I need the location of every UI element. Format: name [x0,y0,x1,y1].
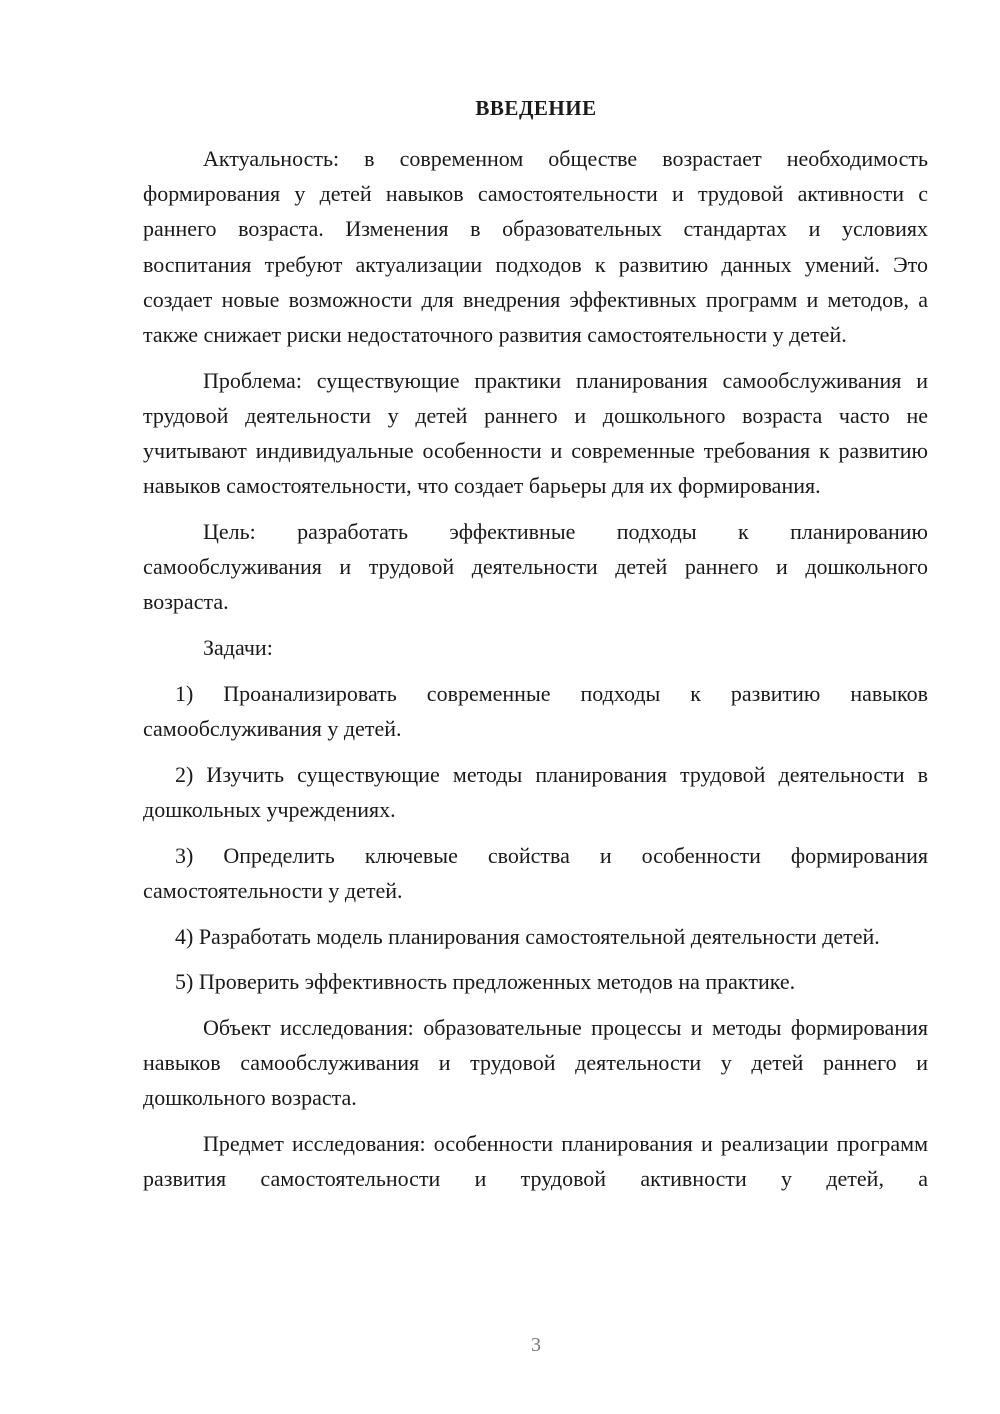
paragraph-problem: Проблема: существующие практики планирования самообслуживания и трудовой деятельности у детей раннего и дошкольного возраста часто не учитывают индивидуальные особенности и современные требования к развитию навыков самостоятельности, что создает барьеры для их формирования. [143,367,928,499]
page-title: ВВЕДЕНИЕ [475,96,597,120]
task-item-5: 5) Проверить эффективность предложенных методов на практике. [175,969,796,995]
tasks-heading: Задачи: [203,635,273,661]
task-item-3: 3) Определить ключевые свойства и особенности формирования самостоятельности у детей. [143,842,928,903]
task-item-1: 1) Проанализировать современные подходы к развитию навыков самообслуживания у детей. [143,680,928,742]
paragraph-goal: Цель: разработать эффективные подходы к планированию самообслуживания и трудовой деятельности детей раннего и дошкольного возраста. [143,519,928,615]
task-item-2: 2) Изучить существующие методы планирования трудовой деятельности в дошкольных учреждениях. [143,761,928,822]
paragraph-subject: Предмет исследования: особенности планирования и реализации программ развития самостоятельности и трудовой активности у детей, а [143,1131,928,1192]
paragraph-relevance: Актуальность: в современном обществе возрастает необходимость формирования у детей навыков самостоятельности и трудовой активности с раннего возраста. Изменения в образовательных стандартах и условиях воспитания требуют актуализации подходов к развитию данных умений. Это создает новые возможности для внедрения эффективных программ и методов, а также снижает риски недостаточного развития самостоятельности у детей. [143,146,928,348]
document-body [143,141,928,1207]
task-item-4: 4) Разработать модель планирования самостоятельной деятельности детей. [175,923,880,949]
paragraph-object: Объект исследования: образовательные процессы и методы формирования навыков самообслуживания и трудовой деятельности у детей раннего и дошкольного возраста. [143,1014,928,1111]
page-number: 3 [531,1334,541,1356]
